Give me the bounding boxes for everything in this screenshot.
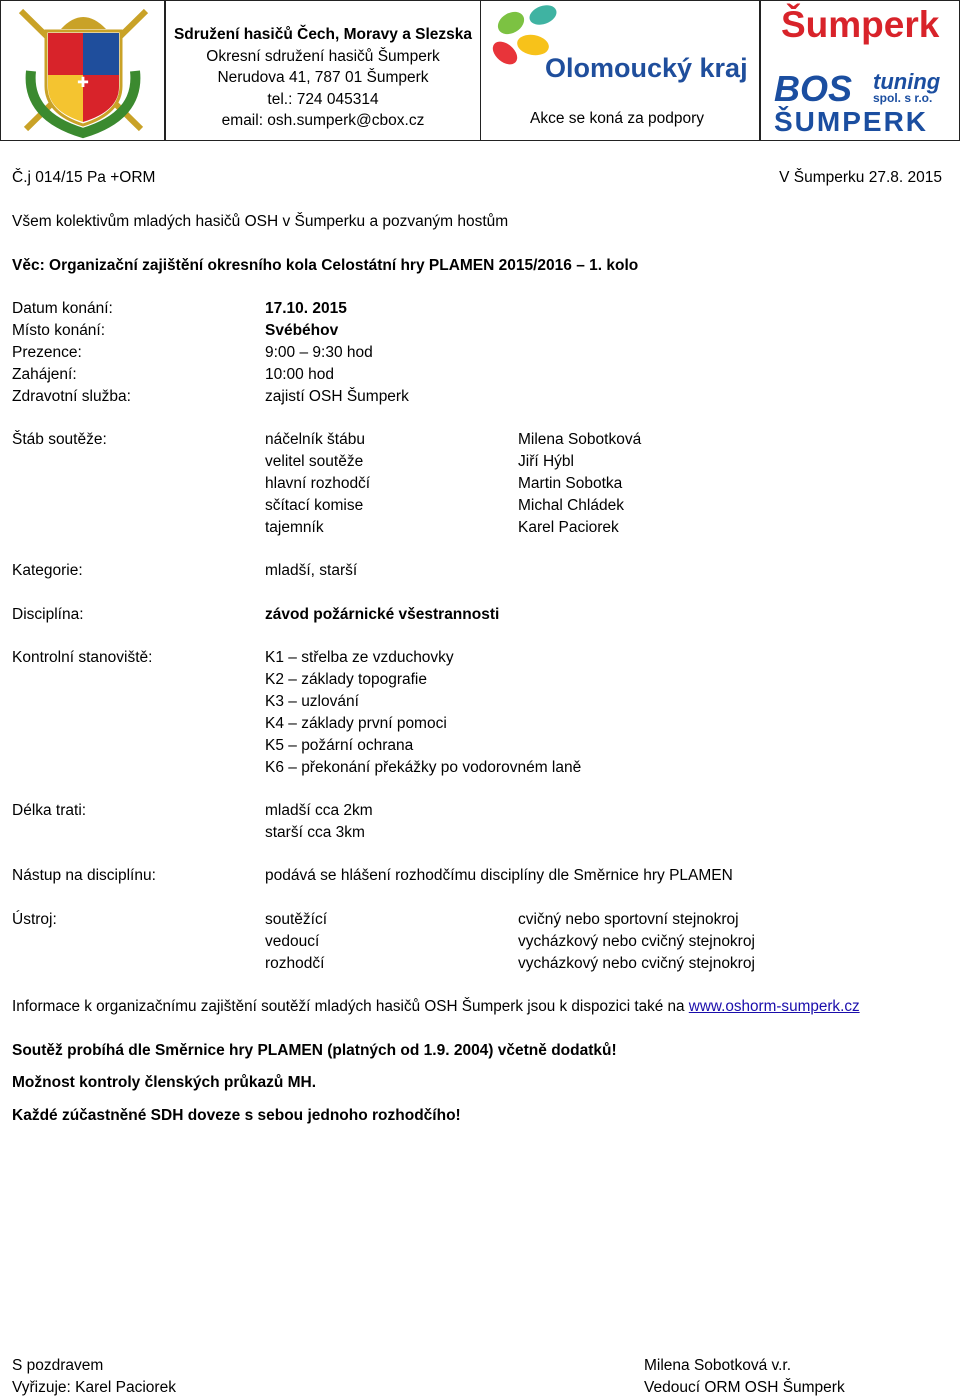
info-value: 10:00 hod — [265, 366, 334, 383]
fire-brigade-emblem — [1, 1, 166, 140]
staff-role: velitel soutěže — [265, 453, 364, 470]
staff-name: Martin Sobotka — [518, 475, 623, 492]
region-logo-text: Olomoucký kraj — [545, 53, 748, 83]
checkpoint-item: K5 – požární ochrana — [265, 737, 414, 754]
staff-role: náčelník štábu — [265, 431, 365, 448]
city-logo-text: Šumperk — [781, 4, 940, 45]
start-value: podává se hlášení rozhodčímu disciplíny dle Směrnice hry PLAMEN — [265, 867, 733, 884]
info-value: 9:00 – 9:30 hod — [265, 344, 373, 361]
checkpoints-label: Kontrolní stanoviště: — [12, 649, 153, 666]
info-note — [12, 997, 860, 1017]
uniform-label: Ústroj: — [12, 911, 57, 928]
org-district: Okresní sdružení hasičů Šumperk — [206, 47, 440, 65]
track-item: starší cca 3km — [265, 824, 365, 841]
info-label: Místo konání: — [12, 322, 106, 339]
info-note-text: Informace k organizačnímu zajištění soutěží mladých hasičů OSH Šumperk jsou k dispozici také na — [12, 998, 685, 1015]
signature-title: Vedoucí ORM OSH Šumperk — [644, 1379, 845, 1396]
sponsor-region-cell — [480, 0, 760, 141]
uniform-who: vedoucí — [265, 933, 320, 950]
staff-role: tajemník — [265, 519, 324, 536]
staff-name: Milena Sobotková — [518, 431, 642, 448]
date-place: V Šumperku 27.8. 2015 — [779, 169, 942, 186]
info-label: Zahájení: — [12, 366, 77, 383]
uniform-what: cvičný nebo sportovní stejnokroj — [518, 911, 739, 928]
website-link[interactable]: www.oshorm-sumperk.cz — [688, 998, 860, 1015]
emblem-cell — [0, 0, 165, 141]
org-email: email: osh.sumperk@cbox.cz — [221, 112, 425, 129]
org-address: Nerudova 41, 787 01 Šumperk — [217, 69, 429, 86]
category-value: mladší, starší — [265, 562, 358, 579]
reference-number: Č.j 014/15 Pa +ORM — [12, 169, 156, 186]
info-value: 17.10. 2015 — [265, 300, 347, 317]
membership-note: Možnost kontroly členských průkazů MH. — [12, 1074, 317, 1091]
info-value: zajistí OSH Šumperk — [265, 388, 409, 405]
staff-name: Jiří Hýbl — [518, 453, 574, 470]
addressee: Všem kolektivům mladých hasičů OSH v Šumperku a pozvaným hostům — [12, 213, 509, 230]
org-phone: tel.: 724 045314 — [267, 90, 379, 108]
letterhead — [0, 0, 960, 143]
checkpoint-item: K1 – střelba ze vzduchovky — [265, 649, 454, 666]
sponsor-logo-main: BOS — [774, 68, 853, 109]
svg-text:✚: ✚ — [77, 75, 89, 91]
staff-role: hlavní rozhodčí — [265, 475, 371, 492]
track-label: Délka trati: — [12, 802, 87, 819]
sponsor-city-cell — [760, 0, 960, 141]
uniform-who: rozhodčí — [265, 955, 325, 972]
info-label: Prezence: — [12, 344, 82, 361]
sponsor-logo-sub1: tuning — [873, 69, 941, 94]
info-label: Zdravotní služba: — [12, 388, 131, 405]
category-label: Kategorie: — [12, 562, 83, 579]
sponsor-logo-city: ŠUMPERK — [774, 106, 929, 137]
support-text: Akce se koná za podpory — [530, 110, 705, 127]
checkpoint-item: K2 – základy topografie — [265, 671, 427, 688]
uniform-what: vycházkový nebo cvičný stejnokroj — [518, 933, 755, 950]
discipline-value: závod požárnické všestrannosti — [265, 606, 500, 623]
rules-note: Soutěž probíhá dle Směrnice hry PLAMEN (platných od 1.9. 2004) včetně dodatků! — [12, 1042, 617, 1059]
uniform-what: vycházkový nebo cvičný stejnokroj — [518, 955, 755, 972]
organisation-address — [166, 24, 480, 132]
info-label: Datum konání: — [12, 300, 113, 317]
checkpoint-item: K4 – základy první pomoci — [265, 715, 447, 732]
staff-name: Michal Chládek — [518, 497, 624, 514]
checkpoint-item: K3 – uzlování — [265, 693, 359, 710]
discipline-label: Disciplína: — [12, 606, 84, 623]
info-value: Svébéhov — [265, 322, 339, 339]
staff-role: sčítací komise — [265, 497, 364, 514]
signature-name: Milena Sobotková v.r. — [644, 1357, 792, 1374]
start-label: Nástup na disciplínu: — [12, 867, 156, 884]
olomoucky-kraj-logo — [481, 1, 759, 101]
staff-label: Štáb soutěže: — [12, 431, 107, 448]
checkpoint-item: K6 – překonání překážky po vodorovném laně — [265, 759, 582, 776]
track-item: mladší cca 2km — [265, 802, 373, 819]
sponsor-logo-sub2: spol. s r.o. — [873, 91, 933, 105]
org-name: Sdružení hasičů Čech, Moravy a Slezska — [173, 26, 473, 43]
referee-note: Každé zúčastněné SDH doveze s sebou jednoho rozhodčího! — [12, 1107, 461, 1124]
subject: Věc: Organizační zajištění okresního kola Celostátní hry PLAMEN 2015/2016 – 1. kolo — [12, 257, 639, 274]
handled-by: Vyřizuje: Karel Paciorek — [12, 1379, 176, 1396]
staff-name: Karel Paciorek — [518, 519, 619, 536]
uniform-who: soutěžící — [265, 911, 328, 928]
closing: S pozdravem — [12, 1357, 104, 1374]
